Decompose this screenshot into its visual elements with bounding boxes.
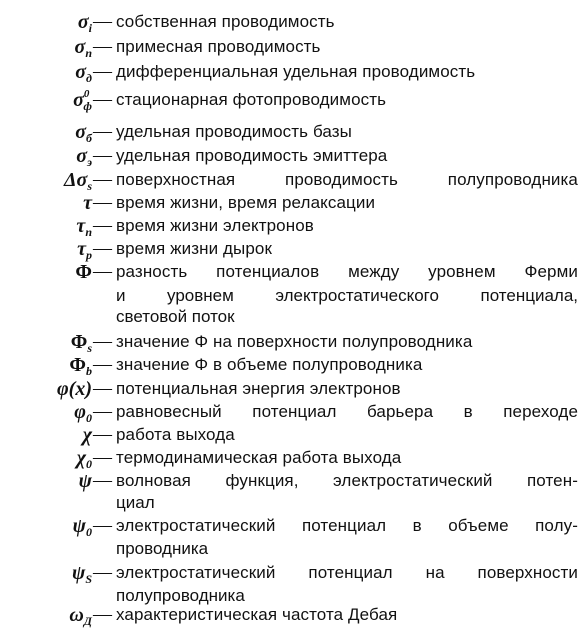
dash: —	[93, 192, 112, 213]
definition: электростатический потенциал на поверхности	[116, 563, 578, 582]
symbol: Φ	[75, 261, 92, 283]
entry-tau-n	[0, 214, 588, 238]
dash: —	[93, 215, 112, 236]
dash: —	[93, 401, 112, 422]
definition: время жизни, время релаксации	[116, 193, 376, 212]
symbol: $\tau_p$	[77, 238, 92, 262]
symbol: $\sigma_э$	[76, 145, 92, 169]
entry-chi	[0, 423, 588, 447]
symbol: $\sigma_д$	[75, 61, 92, 85]
entry-omega-d	[0, 603, 588, 627]
symbol: $\chi_0$	[76, 447, 92, 471]
entry-phi-x	[0, 377, 588, 401]
dash: —	[93, 145, 112, 166]
symbol: $\sigma^0_ф$	[73, 88, 92, 113]
entry-chi-0	[0, 446, 588, 470]
symbol: $\sigma_п$	[74, 36, 92, 60]
definition: термодинамическая работа выхода	[116, 448, 402, 467]
definition: собственная проводимость	[116, 12, 335, 31]
entry-sigma-e	[0, 144, 588, 168]
definition: волновая функция, электростатический потен-	[116, 471, 578, 490]
entry-tau	[0, 191, 588, 215]
symbol: $\sigma_б$	[75, 121, 92, 145]
symbol: $\Phi_s$	[70, 331, 92, 355]
symbol: $\Delta\sigma_s$	[64, 169, 92, 193]
entry-sigma-p	[0, 35, 588, 59]
definition-continuation: полупроводника	[116, 586, 245, 605]
dash: —	[93, 515, 112, 536]
symbol: $\omega_Д$	[69, 604, 92, 628]
dash: —	[93, 447, 112, 468]
definition: поверхностная проводимость полупроводника	[116, 170, 578, 189]
dash: —	[93, 169, 112, 190]
definition: примесная проводимость	[116, 37, 321, 56]
dash: —	[93, 89, 112, 110]
symbol: χ	[82, 424, 92, 446]
entry-sigma-i	[0, 10, 588, 34]
dash: —	[93, 562, 112, 583]
entry-sigma-f0	[0, 88, 588, 112]
dash: —	[93, 354, 112, 375]
entry-psi-0	[0, 514, 588, 538]
symbol: ψ	[78, 470, 92, 492]
symbol: τ	[83, 192, 92, 214]
definition: характеристическая частота Дебая	[116, 605, 398, 624]
definition-continuation: световой поток	[116, 307, 235, 326]
entry-delta-sigma-s	[0, 168, 588, 192]
definition: электростатический потенциал в объеме полу-	[116, 516, 578, 535]
entry-sigma-d	[0, 60, 588, 84]
definition: значение Φ на поверхности полупроводника	[116, 332, 473, 351]
definition: равновесный потенциал барьера в переходе	[116, 402, 578, 421]
definition: время жизни дырок	[116, 239, 273, 258]
symbol: $\Phi_b$	[69, 354, 92, 378]
entry-phi-b	[0, 353, 588, 377]
definition: удельная проводимость базы	[116, 122, 352, 141]
entry-phi-s	[0, 330, 588, 354]
definition-continuation: проводника	[116, 539, 209, 558]
symbol: φ(x)	[56, 378, 92, 400]
entry-tau-p	[0, 237, 588, 261]
definition: значение Φ в объеме полупроводника	[116, 355, 423, 374]
definition-continuation: циал	[116, 493, 155, 512]
definition-continuation: и уровнем электростатического потенциала,	[116, 286, 578, 305]
dash: —	[93, 604, 112, 625]
dash: —	[93, 11, 112, 32]
dash: —	[93, 470, 112, 491]
dash: —	[93, 378, 112, 399]
dash: —	[93, 121, 112, 142]
definition: дифференциальная удельная проводимость	[116, 62, 476, 81]
definition: время жизни электронов	[116, 216, 314, 235]
dash: —	[93, 36, 112, 57]
entry-psi-s	[0, 561, 588, 585]
symbol: $\varphi_0$	[74, 401, 92, 425]
symbol: $\sigma_i$	[77, 11, 92, 35]
dash: —	[93, 261, 112, 282]
entry-psi	[0, 469, 588, 493]
dash: —	[93, 238, 112, 259]
definition: удельная проводимость эмиттера	[116, 146, 388, 165]
entry-phi	[0, 260, 588, 284]
entry-sigma-b	[0, 120, 588, 144]
dash: —	[93, 424, 112, 445]
entry-phi-0	[0, 400, 588, 424]
definition: работа выхода	[116, 425, 235, 444]
definition: разность потенциалов между уровнем Ферми	[116, 262, 578, 281]
dash: —	[93, 331, 112, 352]
symbol: $\psi_0$	[72, 515, 92, 539]
symbol: $\psi_S$	[71, 562, 92, 586]
definition: стационарная фотопроводимость	[116, 90, 387, 109]
symbol: $\tau_n$	[76, 215, 92, 239]
dash: —	[93, 61, 112, 82]
definition: потенциальная энергия электронов	[116, 379, 401, 398]
